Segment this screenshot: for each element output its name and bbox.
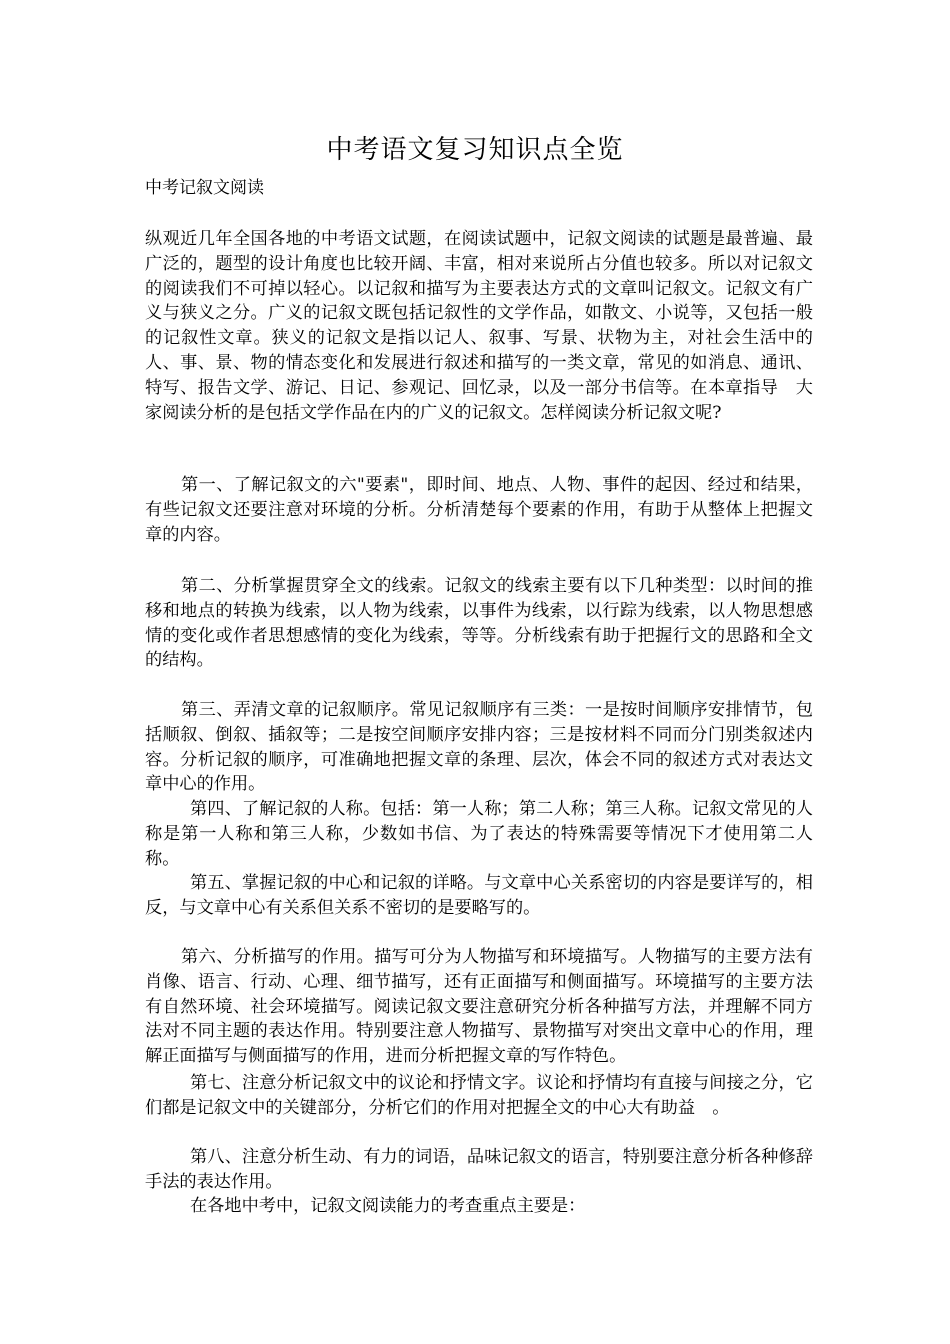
paragraph-point-1: 第一、了解记叙文的六"要素"，即时间、地点、人物、事件的起因、经过和结果，有些记叙文还要注意对环境的分析。分析清楚每个要素的作用，有助于从整体上把握文章的内容。 xyxy=(145,475,813,545)
paragraph-closing: 在各地中考中，记叙文阅读能力的考查重点主要是： xyxy=(190,1196,586,1216)
document-subtitle: 中考记叙文阅读 xyxy=(145,178,264,198)
paragraph-point-8: 第八、注意分析生动、有力的词语，品味记叙文的语言，特别要注意分析各种修辞手法的表达作用。 xyxy=(145,1147,813,1192)
paragraph-point-7: 第七、注意分析记叙文中的议论和抒情文字。议论和抒情均有直接与间接之分，它们都是记叙文中的关键部分，分析它们的作用对把握全文的中心大有助益 。 xyxy=(145,1073,813,1118)
document-title: 中考语文复习知识点全览 xyxy=(326,135,624,165)
intro-paragraph: 纵观近几年全国各地的中考语文试题，在阅读试题中，记叙文阅读的试题是最普遍、最广泛的，题型的设计角度也比较开阔、丰富，相对来说所占分值也较多。所以对记叙文的阅读我们不可掉以轻心。以记叙和描写为主要表达方式的文章叫记叙文。记叙文有广义与狭义之分。广义的记叙文既包括记叙性的文学作品，如散文、小说等，又包括一般的记叙性文章。狭义的记叙文是指以记人、叙事、写景、状物为主，对社会生活中的人、事、景、物的情态变化和发展进行叙述和描写的一类文章，常见的如消息、通讯、特写、报告文学、游记、日记、参观记、回忆录，以及一部分书信等。在本章指导 大家阅读分析的是包括文学作品在内的广义的记叙文。怎样阅读分析记叙文呢? xyxy=(145,229,813,423)
paragraph-point-4: 第四、了解记叙的人称。包括：第一人称；第二人称；第三人称。记叙文常见的人称是第一人称和第三人称，少数如书信、为了表达的特殊需要等情况下才使用第二人称。 xyxy=(145,799,813,869)
paragraph-point-5: 第五、掌握记叙的中心和记叙的详略。与文章中心关系密切的内容是要详写的，相反，与文章中心有关系但关系不密切的是要略写的。 xyxy=(145,873,813,918)
paragraph-point-2: 第二、分析掌握贯穿全文的线索。记叙文的线索主要有以下几种类型：以时间的推移和地点的转换为线索，以人物为线索，以事件为线索，以行踪为线索，以人物思想感情的变化或作者思想感情的变化为线索，等等。分析线索有助于把握行文的思路和全文的结构。 xyxy=(145,576,813,671)
paragraph-point-3: 第三、弄清文章的记叙顺序。常见记叙顺序有三类：一是按时间顺序安排情节，包括顺叙、倒叙、插叙等；二是按空间顺序安排内容；三是按材料不同而分门别类叙述内容。分析记叙的顺序，可准确地把握文章的条理、层次，体会不同的叙述方式对表达文章中心的作用。 xyxy=(145,700,813,795)
paragraph-point-6: 第六、分析描写的作用。描写可分为人物描写和环境描写。人物描写的主要方法有肖像、语言、行动、心理、细节描写，还有正面描写和侧面描写。环境描写的主要方法有自然环境、社会环境描写。阅读记叙文要注意研究分析各种描写方法，并理解不同方法对不同主题的表达作用。特别要注意人物描写、景物描写对突出文章中心的作用，理解正面描写与侧面描写的作用，进而分析把握文章的写作特色。 xyxy=(145,947,813,1067)
